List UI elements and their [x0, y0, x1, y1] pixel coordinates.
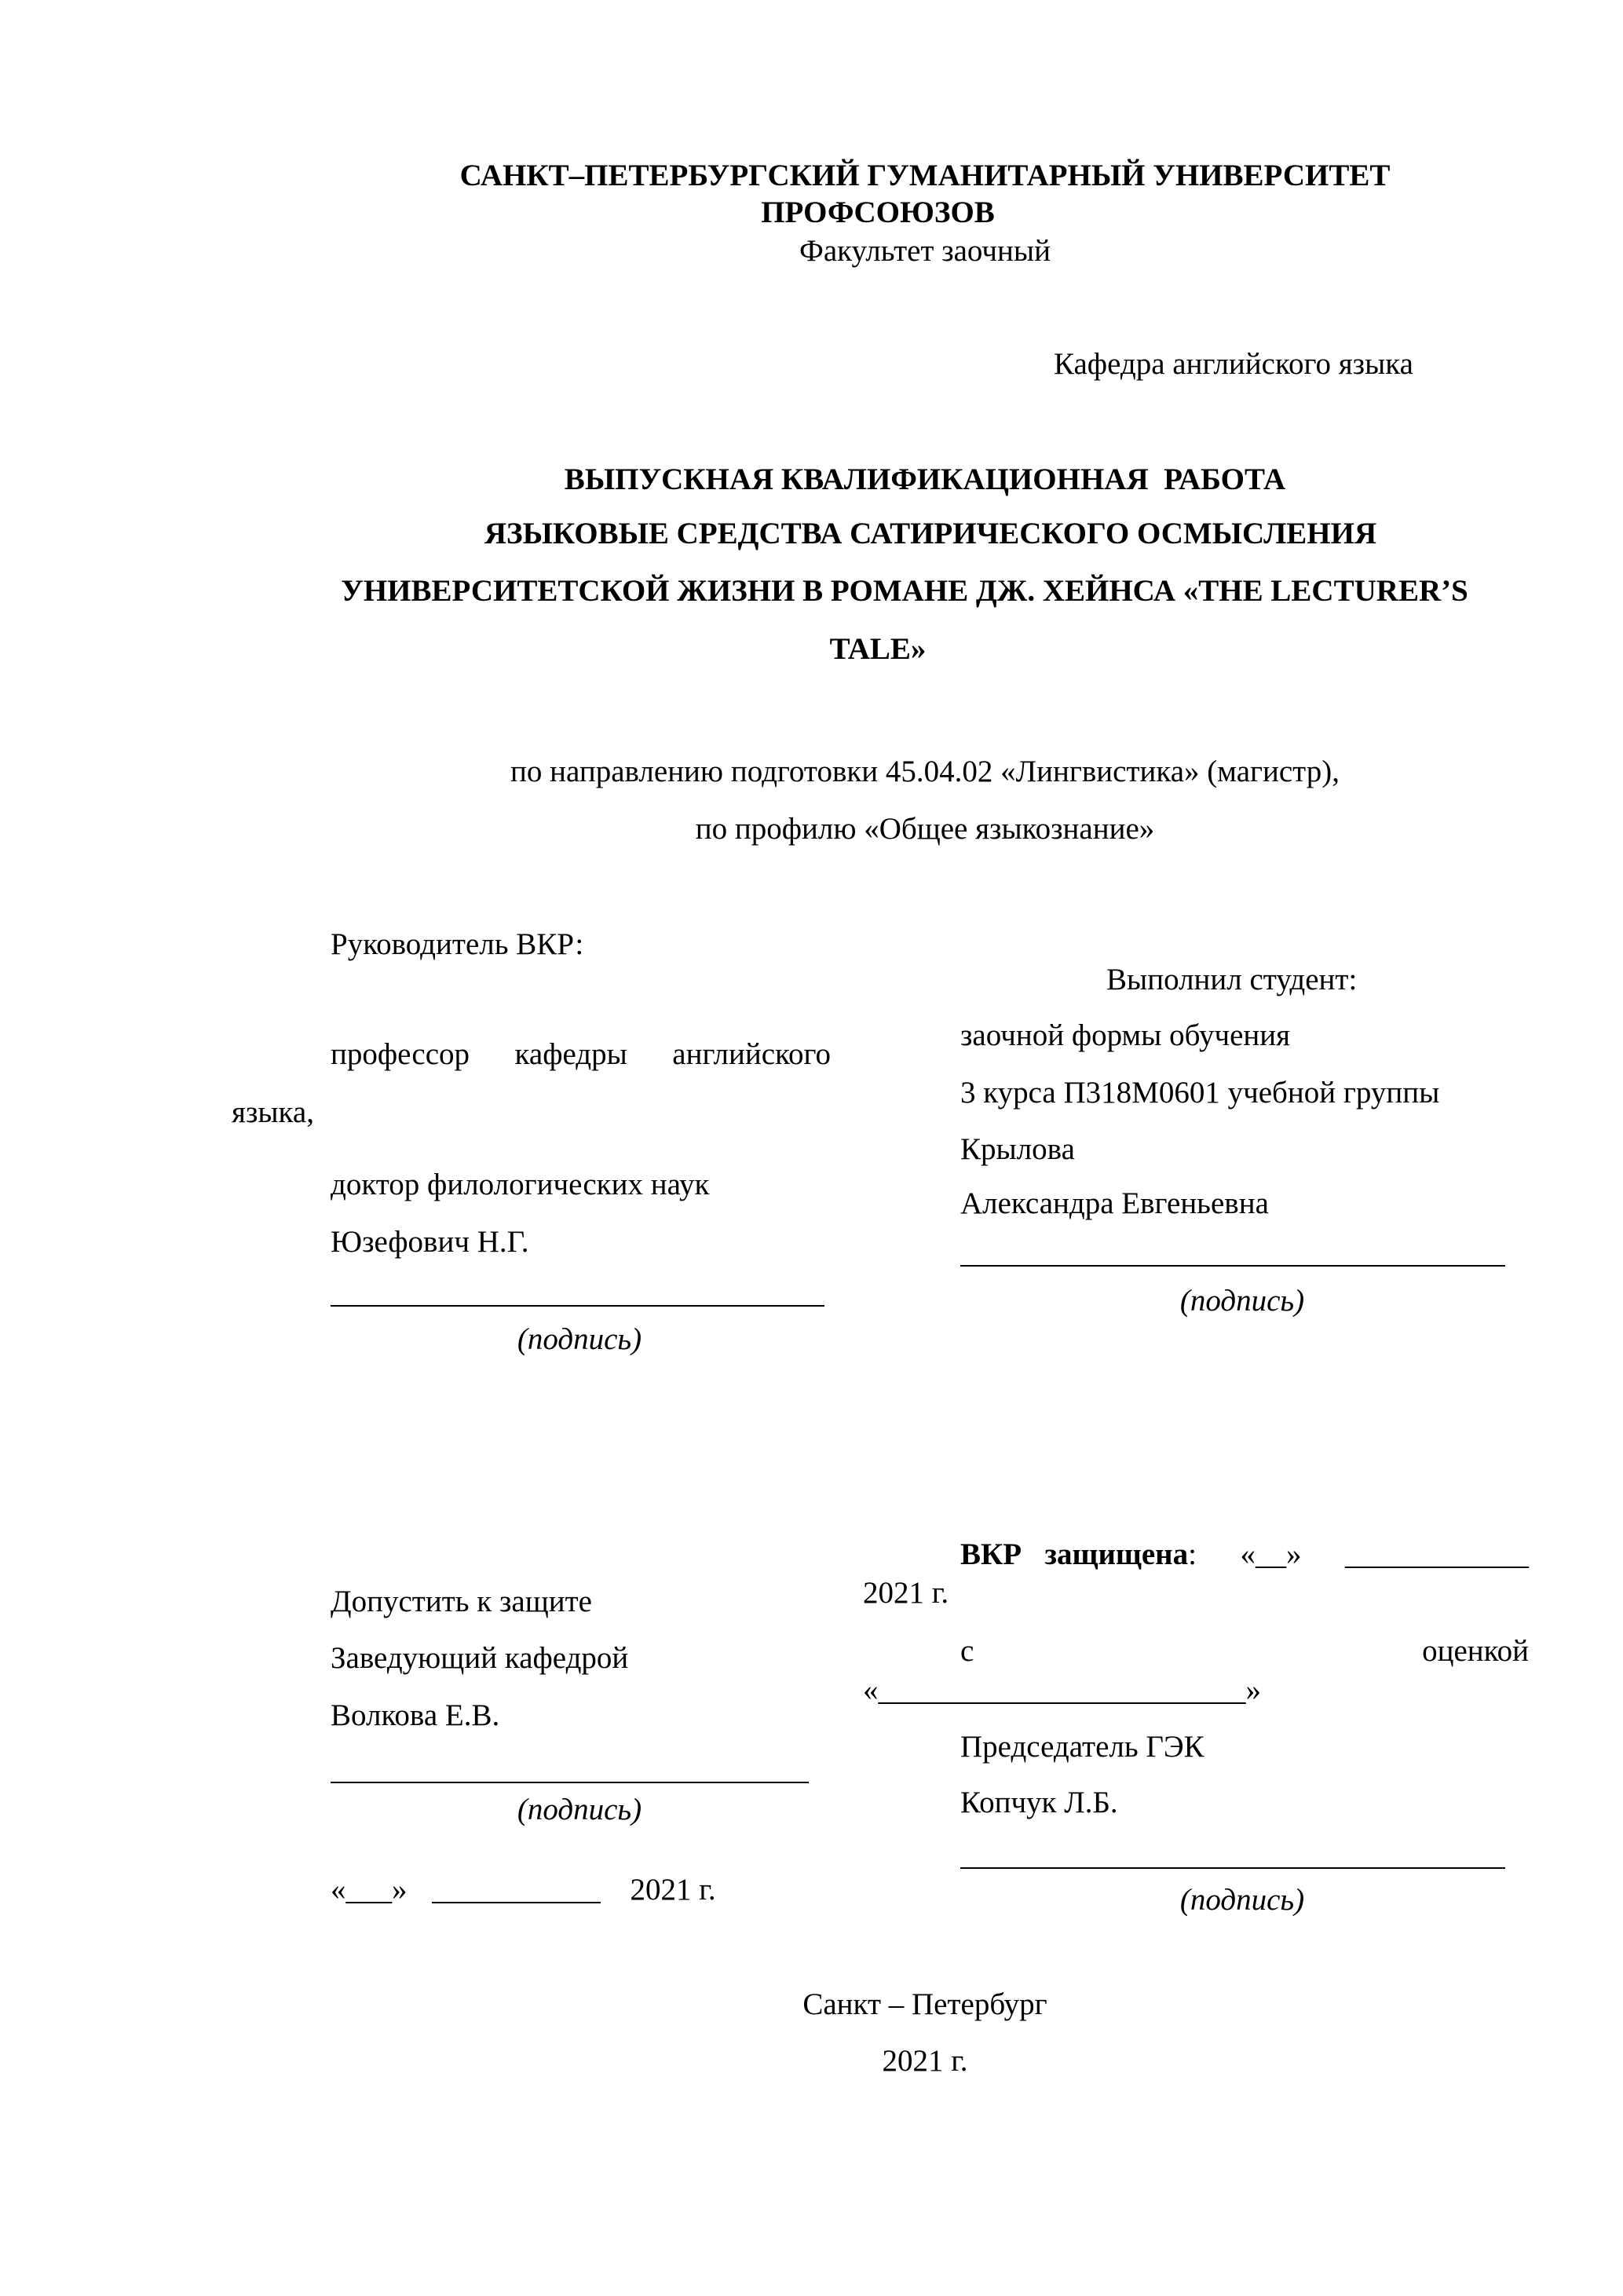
admission-date [331, 1870, 716, 1910]
study-profile: по профилю «Общее языкознание» [695, 812, 1155, 846]
faculty-name: Факультет заочный [799, 234, 1051, 268]
supervisor-signature-label: (подпись) [517, 1322, 642, 1356]
thesis-title-line1: ЯЗЫКОВЫЕ СРЕДСТВА САТИРИЧЕСКОГО ОСМЫСЛЕНИЯ [484, 517, 1377, 550]
grade-prefix: с [960, 1634, 974, 1668]
defense-month: ____________ [1344, 1537, 1529, 1571]
university-name-line2: ПРОФСОЮЗОВ [761, 196, 995, 229]
defense-day: «__» [1240, 1537, 1302, 1571]
defense-year: 2021 г. [863, 1576, 949, 1610]
supervisor-name: Юзефович Н.Г. [331, 1225, 529, 1259]
position-word: кафедры [514, 1037, 627, 1071]
supervisor-position-cont: языка, [232, 1095, 314, 1129]
study-direction: по направлению подготовки 45.04.02 «Лингвистика» (магистр), [510, 755, 1340, 788]
student-surname: Крылова [960, 1132, 1075, 1166]
supervisor-degree: доктор филологических наук [331, 1168, 710, 1201]
gek-signature-label: (подпись) [1179, 1883, 1305, 1917]
student-group: 3 курса П318М0601 учебной группы [960, 1076, 1440, 1110]
gek-signature-line [960, 1867, 1505, 1869]
defense-label: ВКР защищена [960, 1537, 1189, 1571]
supervisor-heading: Руководитель ВКР: [331, 927, 584, 961]
defense-colon: : [1188, 1537, 1197, 1571]
head-signature-label: (подпись) [517, 1793, 642, 1826]
head-signature-line [331, 1782, 809, 1783]
thesis-title-line3: TALE» [829, 632, 927, 666]
position-word: английского [672, 1037, 831, 1071]
admission-line2: Заведующий кафедрой [331, 1641, 629, 1675]
thesis-title-line2: УНИВЕРСИТЕТСКОЙ ЖИЗНИ В РОМАНЕ ДЖ. ХЕЙНСА «THE LECTURER’S [341, 574, 1468, 608]
student-signature-label: (подпись) [1179, 1284, 1305, 1318]
supervisor-position [331, 1034, 831, 1075]
work-type: ВЫПУСКНАЯ КВАЛИФИКАЦИОННАЯ РАБОТА [564, 462, 1286, 496]
grade-blank: «________________________» [863, 1673, 1261, 1707]
department-name: Кафедра английского языка [1054, 347, 1413, 381]
city: Санкт – Петербург [802, 1987, 1047, 2021]
admission-line1: Допустить к защите [331, 1585, 592, 1618]
admission-month: ___________ [432, 1873, 601, 1907]
defense-date-line [960, 1534, 1529, 1575]
student-heading: Выполнил студент: [1106, 963, 1358, 996]
student-study-form: заочной формы обучения [960, 1018, 1291, 1052]
supervisor-signature-line [331, 1305, 824, 1307]
position-word: профессор [331, 1037, 470, 1071]
student-signature-line [960, 1265, 1505, 1267]
grade-word: оценкой [1422, 1634, 1529, 1668]
university-name-line1: САНКТ–ПЕТЕРБУРГСКИЙ ГУМАНИТАРНЫЙ УНИВЕРСИТЕТ [459, 159, 1391, 192]
admission-year: 2021 г. [630, 1873, 716, 1907]
defense-grade-line [960, 1631, 1529, 1672]
gek-chair-title: Председатель ГЭК [960, 1730, 1204, 1764]
year: 2021 г. [882, 2044, 968, 2078]
admission-day: «___» [331, 1873, 408, 1907]
gek-chair-name: Копчук Л.Б. [960, 1786, 1118, 1819]
head-of-department-name: Волкова Е.В. [331, 1698, 500, 1732]
student-name: Александра Евгеньевна [960, 1186, 1269, 1220]
